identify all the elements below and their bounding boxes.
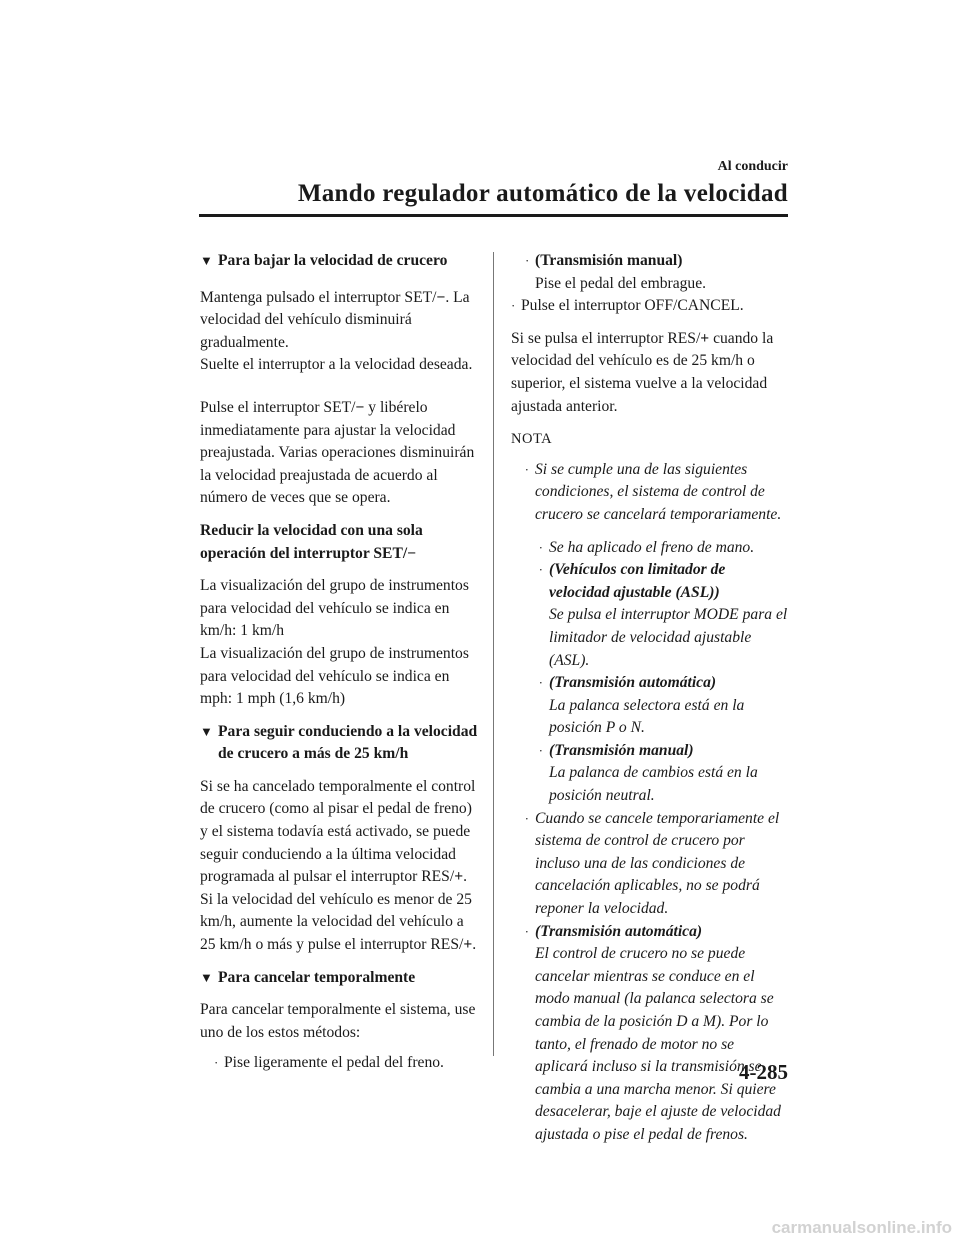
header-rule — [199, 214, 788, 217]
bullet-icon: · — [525, 810, 529, 826]
note-heading: NOTA — [511, 431, 553, 448]
page-number: 4-285 — [739, 1060, 788, 1084]
bullet-icon: · — [539, 562, 543, 578]
section-heading-lower-speed — [200, 250, 478, 273]
triangle-icon: ▼ — [200, 969, 213, 985]
bullet-icon: · — [539, 742, 543, 758]
paragraph: Para cancelar temporalmente el sistema, use uno de los estos métodos: — [200, 1001, 476, 1041]
note-subitem: · (Vehículos con limitador de velocidad ajustable (ASL)) Se pulsa el interruptor MODE para el limitador de velocidad ajustable (ASL). — [539, 561, 788, 669]
bullet-icon: · — [525, 461, 529, 477]
heading-text: Para cancelar temporalmente — [218, 968, 416, 986]
column-divider — [493, 252, 494, 1056]
list-item: · Pulse el interruptor OFF/CANCEL. — [511, 295, 789, 318]
bullet-icon: · — [214, 1055, 219, 1071]
right-column — [511, 250, 789, 1147]
section-heading-resume-speed — [200, 721, 478, 766]
plus-icon: + — [454, 868, 464, 886]
bullet-icon: · — [539, 675, 543, 691]
note-subitem: · Se ha aplicado el freno de mano. — [511, 537, 789, 560]
minus-icon: − — [355, 398, 365, 416]
paragraph: Si se ha cancelado temporalmente el control de crucero (como al pisar el pedal de freno) y el sistema todavía está activado, se puede seguir conduciendo a la última velocidad programada al pulsar el interruptor RES/+. Si la velocidad del vehículo es menor de 25 km/h, aumente la velocidad del vehículo a 25 km/h o más y pulse el interruptor RES/+. — [200, 777, 477, 954]
paragraph: Si se pulsa el interruptor RES/+ cuando la velocidad del vehículo es de 25 km/h o superior, el sistema vuelve a la velocidad ajustada anterior. — [511, 329, 774, 415]
paragraph: La visualización del grupo de instrumentos para velocidad del vehículo se indica en km/h: 1 km/h La visualización del grupo de instrumentos para velocidad del vehículo se indica en mph: 1 mph (1,6 km/h) — [200, 577, 469, 708]
note-item: · Si se cumple una de las siguientes condiciones, el sistema de control de crucero se cancelará temporariamente. — [525, 460, 782, 523]
triangle-icon: ▼ — [200, 253, 213, 268]
paragraph: Mantenga pulsado el interruptor SET/−. La velocidad del vehículo disminuirá gradualmente. Suelte el interruptor a la velocidad deseada. — [200, 288, 473, 374]
note-subitem: · (Transmisión automática) La palanca selectora está en la posición P o N. — [539, 674, 745, 737]
section-heading-cancel-temporarily — [200, 967, 478, 990]
bullet-icon: · — [525, 923, 529, 939]
list-item: · Pise ligeramente el pedal del freno. — [200, 1052, 478, 1075]
note-subitem: · (Transmisión manual) La palanca de cambios está en la posición neutral. — [539, 741, 758, 805]
watermark: carmanualsonline.info — [771, 1218, 952, 1237]
left-column — [200, 250, 478, 1075]
bullet-icon: · — [511, 298, 516, 314]
heading-text: Para seguir conduciendo a la velocidad de crucero a más de 25 km/h — [218, 722, 478, 763]
triangle-icon: ▼ — [200, 723, 213, 739]
subheading: Reducir la velocidad con una sola operación del interruptor SET/− — [200, 521, 423, 562]
heading-text: Para bajar la velocidad de crucero — [218, 252, 448, 269]
paragraph: Pulse el interruptor SET/− y libérelo inmediatamente para ajustar la velocidad preajustada. Varias operaciones disminuirán la velocidad preajustada de acuerdo al número de veces que se opera. — [200, 398, 475, 507]
note-item: · Cuando se cancele temporariamente el sistema de control de crucero por incluso una de las condiciones de cancelación aplicables, no se podrá reponer la velocidad. — [525, 809, 780, 918]
minus-icon: − — [436, 288, 446, 306]
chapter-label: Al conducir — [717, 159, 788, 174]
minus-icon: − — [407, 544, 417, 562]
list-item: · (Transmisión manual) Pise el pedal del embrague. — [525, 252, 707, 292]
note-box — [511, 459, 789, 1147]
page-title: Mando regulador automático de la velocidad — [297, 180, 788, 207]
bullet-icon: · — [525, 253, 530, 268]
plus-icon: + — [463, 936, 473, 954]
plus-icon: + — [700, 329, 710, 347]
note-item: · (Transmisión automática) El control de crucero no se puede cancelar mientras se conduce en el modo manual (la palanca selectora se cambia de la posición D a M). Por lo tanto, el frenado de motor no se aplicará incluso si la transmisión se cambia a una marcha menor. Si quiere desacelerar, baje el ajuste de velocidad ajustada o pise el pedal de frenos. — [525, 922, 781, 1143]
bullet-icon: · — [539, 539, 543, 555]
